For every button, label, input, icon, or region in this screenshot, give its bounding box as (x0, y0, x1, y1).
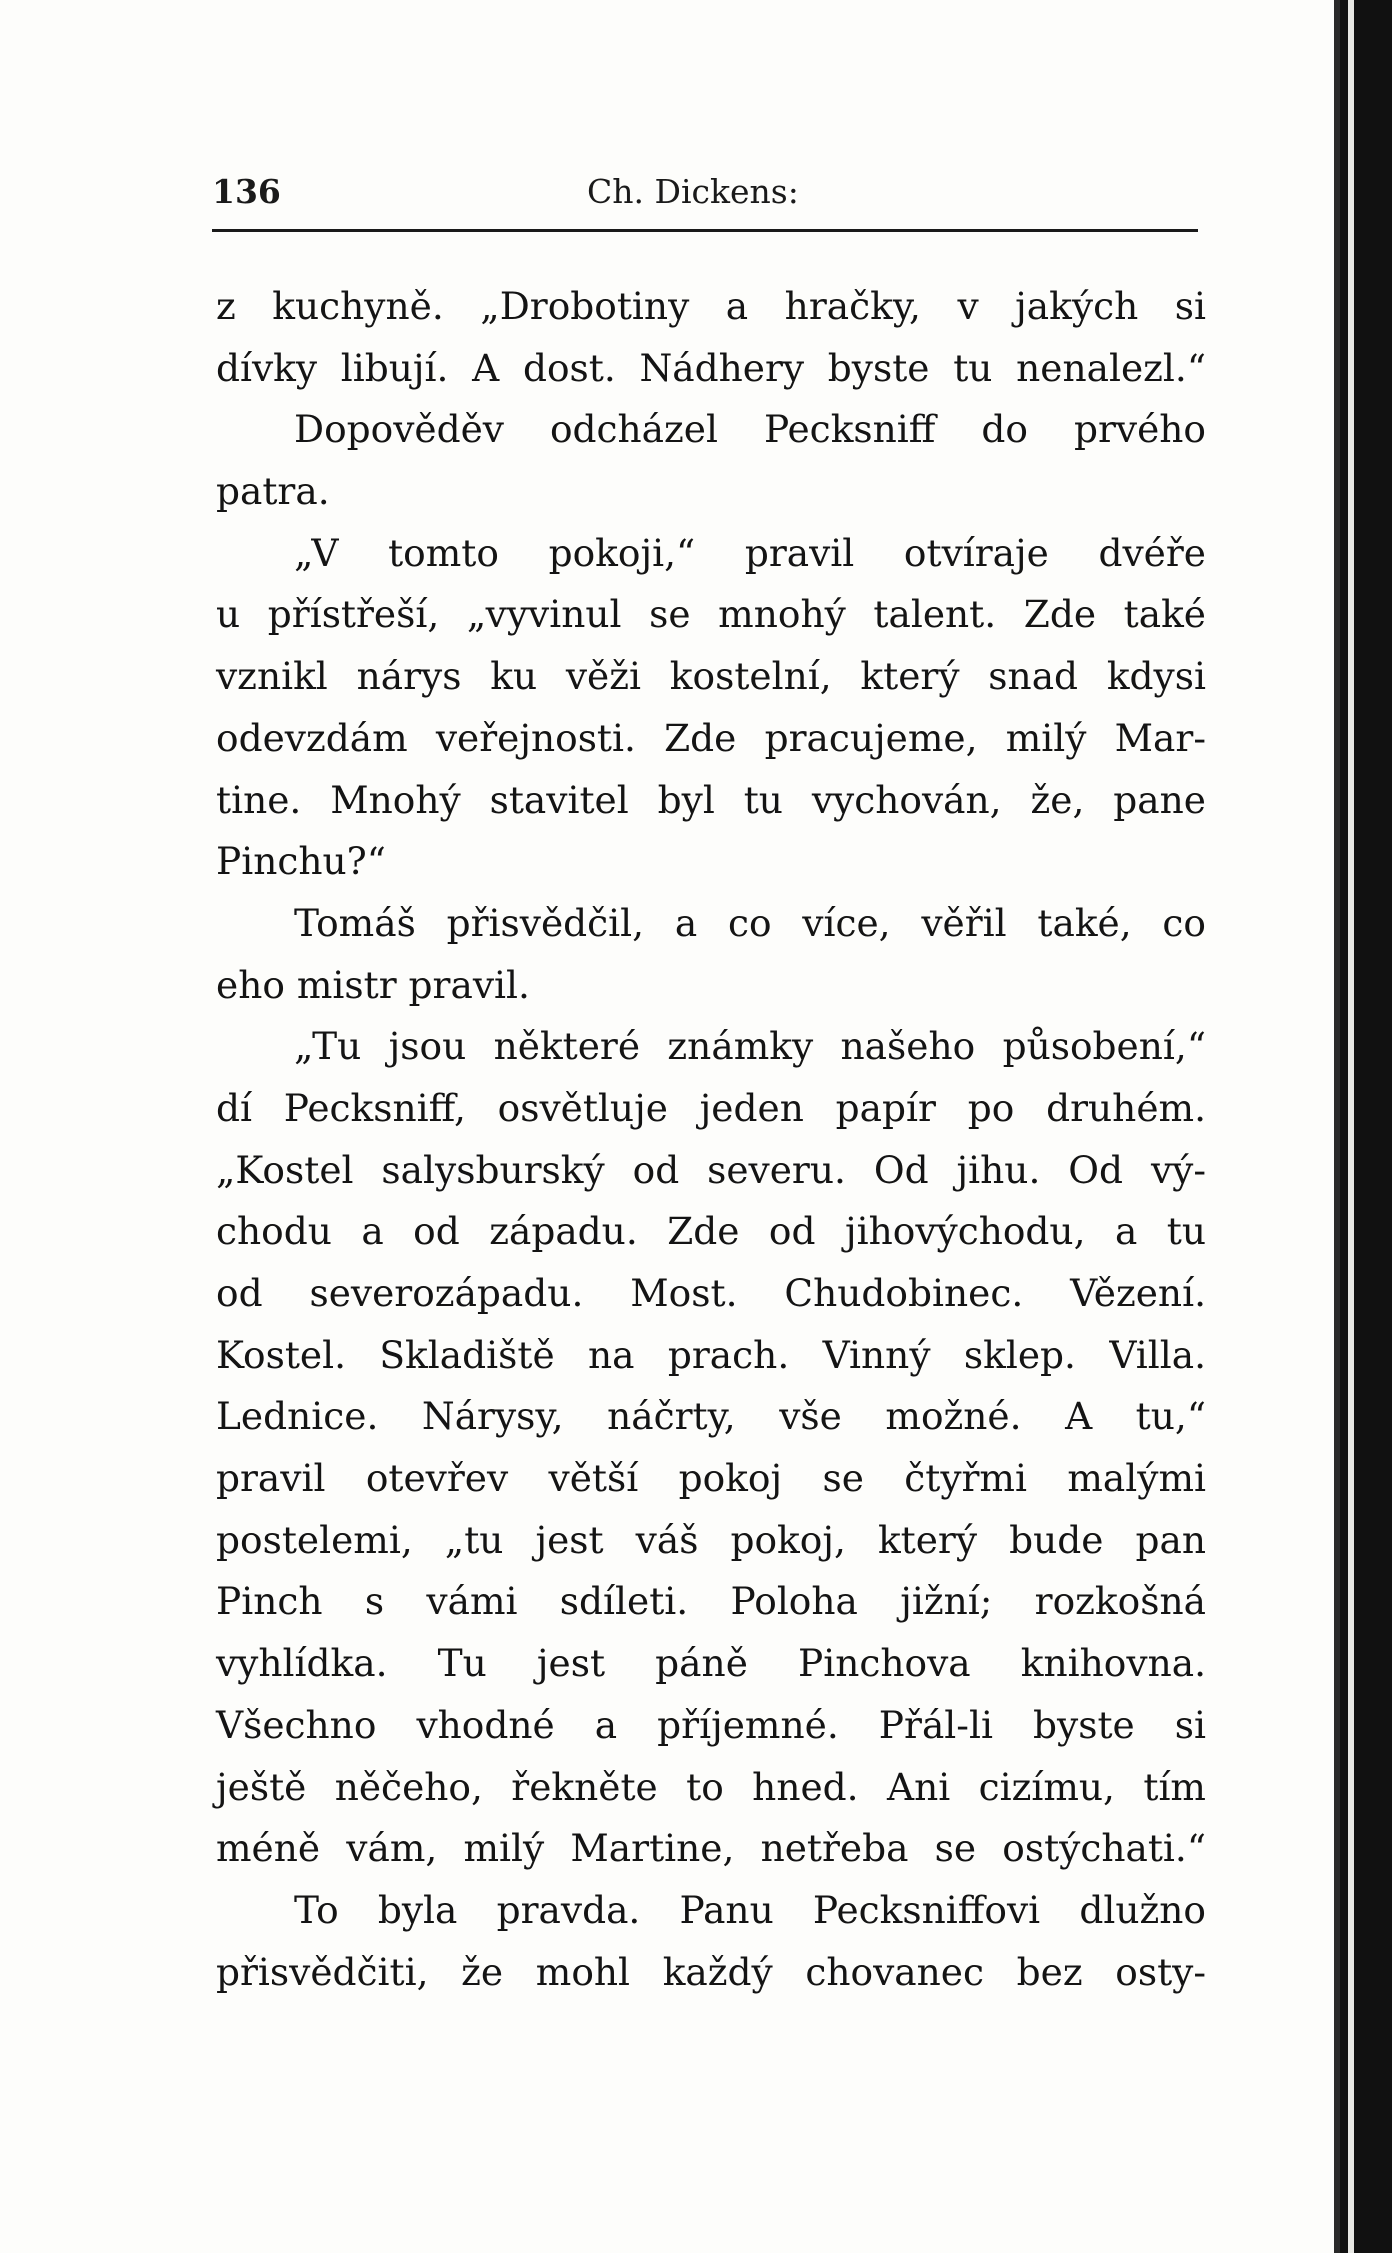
text-line: odevzdám veřejnosti. Zde pracujeme, milý Mar- (216, 715, 1206, 760)
text-line: chodu a od západu. Zde od jihovýchodu, a tu (216, 1209, 1206, 1254)
text-line: z kuchyně. „Drobotiny a hračky, v jakých si (216, 284, 1206, 328)
text-line: ještě něčeho, řekněte to hned. Ani cizímu, tím (216, 1764, 1206, 1809)
text-line: To byla pravda. Panu Pecksniffovi dlužno (294, 1887, 1206, 1932)
text-line: „Tu jsou některé známky našeho působení,“ (294, 1024, 1206, 1069)
text-line: u přístřeší, „vyvinul se mnohý talent. Zde také (216, 592, 1206, 637)
text-line: patra. (216, 469, 330, 514)
text-line: Dopověděv odcházel Pecksniff do prvého (294, 407, 1206, 452)
text-line: dívky libují. A dost. Nádhery byste tu nenalezl.“ (216, 345, 1206, 390)
text-line: „Kostel salysburský od severu. Od jihu. Od vý- (216, 1147, 1206, 1192)
text-line: Lednice. Nárysy, náčrty, vše možné. A tu,“ (216, 1394, 1206, 1439)
text-line: od severozápadu. Most. Chudobinec. Vězení. (216, 1271, 1206, 1315)
text-line: eho mistr pravil. (216, 962, 530, 1007)
text-line: Kostel. Skladiště na prach. Vinný sklep. Villa. (216, 1332, 1206, 1377)
page-header (212, 168, 1198, 220)
text-line: přisvědčiti, že mohl každý chovanec bez osty- (216, 1949, 1206, 1994)
text-line: Pinch s vámi sdíleti. Poloha jižní; rozkošná (216, 1579, 1206, 1624)
text-line: postelemi, „tu jest váš pokoj, který bude pan (216, 1517, 1206, 1562)
text-line: „V tomto pokoji,“ pravil otvíraje dvéře (294, 530, 1206, 575)
text-line: pravil otevřev větší pokoj se čtyřmi malými (216, 1456, 1206, 1501)
text-line: vznikl nárys ku věži kostelní, který snad kdysi (216, 654, 1206, 699)
header-rule (212, 229, 1198, 232)
text-line: tine. Mnohý stavitel byl tu vychován, že, pane (216, 777, 1206, 822)
text-line: méně vám, milý Martine, netřeba se ostýchati.“ (216, 1826, 1206, 1871)
text-line: dí Pecksniff, osvětluje jeden papír po druhém. (216, 1085, 1206, 1130)
text-line: Všechno vhodné a příjemné. Přál-li byste si (216, 1702, 1206, 1747)
page-number: 136 (212, 172, 281, 211)
body-text (216, 276, 1206, 2003)
page-edge-gap (1348, 0, 1354, 2253)
text-line: Pinchu?“ (216, 839, 386, 884)
text-line: vyhlídka. Tu jest páně Pinchova knihovna. (216, 1641, 1206, 1686)
running-head: Ch. Dickens: (587, 172, 799, 211)
text-line: Tomáš přisvědčil, a co více, věřil také, co (294, 900, 1206, 945)
